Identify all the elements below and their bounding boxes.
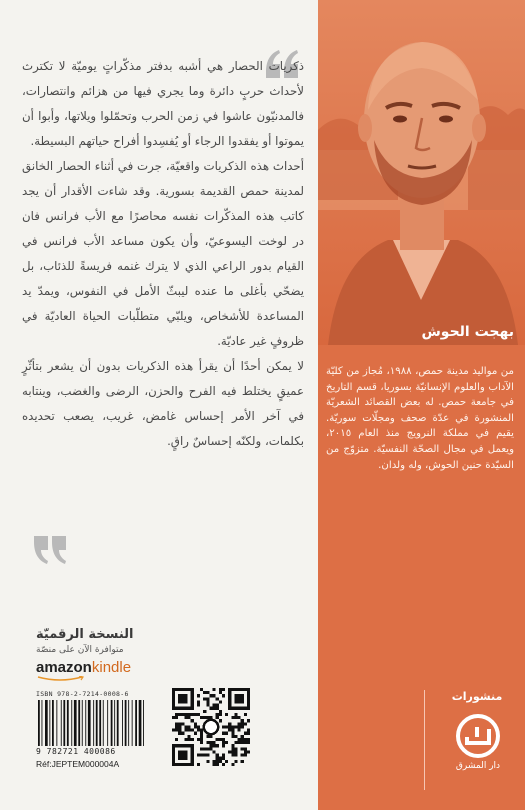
excerpt-paragraph-3: لا يمكن أحدًا أن يقرأ هذه الذكريات بدون أن يشعر بتأثّرٍ عميقٍ يختلط فيه الفرح والحزن، الرضى والغضب، وينتابه في آخر الأمر إحساس غامض، غريب، يصعب تحديده بكلمات، ولكنّه إحساسٌ راقٍ. <box>22 359 304 448</box>
author-portrait-illustration <box>318 0 525 345</box>
excerpt-paragraph-2: أحداث هذه الذكريات واقعيّة، جرت في أثناء الحصار الخانق لمدينة حمص القديمة بسورية. وقد شاءت الأقدار أن يجد كاتب هذه المذكّرات نفسه محاصرًا مع الأب فرانس فان در لوخت اليسوعيّ، وأن يكون مساعد الأب فرانس في القيام بدور الراعي الذي لا يترك غنمه فريسةً للذئاب، بل يضحّي بأغلى ما عنده ليبثّ الأمل في النفوس، ويمدّ يد المساعدة للأشخاص، ويلبّي متطلّبات الحياة العاديّة في ظروفٍ غير عاديّة. <box>22 159 304 348</box>
publisher-label: منشورات <box>451 690 503 703</box>
amazon-kindle-logo <box>36 659 146 676</box>
publisher-logo <box>455 713 501 759</box>
amazon-smile-icon <box>36 676 96 682</box>
qr-code[interactable] <box>172 688 250 766</box>
kindle-word: kindle <box>91 659 132 676</box>
reference-code: Réf:JEPTEM000004A <box>36 759 120 769</box>
isbn-label: ISBN 978-2-7214-0008-6 <box>36 690 129 698</box>
author-bio: من مواليد مدينة حمص، ١٩٨٨، مُجاز من كليّة الآداب والعلوم الإنسانيّة بسوريا، قسم التاريخ في جامعة حمص. له بعض القصائد الشعريّة المنشورة في عدّة صحف ومجلّات سوريّة. يقيم في مملكة النرويج منذ العام ٢٠١٥، ويعمل في مجال الصحّة النفسيّة. متزوّج من السيّدة حنين الحوش، وله ولدان. <box>326 366 515 471</box>
back-cover-excerpt <box>22 54 304 454</box>
digital-edition-title: النسخة الرقميّة <box>36 627 134 642</box>
quote-close-icon <box>30 530 70 570</box>
publisher-name: دار المشرق <box>455 761 501 771</box>
isbn-barcode-block <box>36 690 160 769</box>
digital-edition-block <box>36 627 146 682</box>
author-name: بهجت الحوش <box>421 324 514 340</box>
barcode-number: 9 782721 400086 <box>36 747 116 756</box>
barcode <box>36 700 160 746</box>
digital-edition-subtitle: متوافرة الآن على منصّة <box>36 645 124 655</box>
amazon-word: amazon <box>36 659 92 676</box>
footer-divider <box>424 690 425 790</box>
author-photo <box>318 0 525 345</box>
excerpt-paragraph-1: ذكريات الحصار هي أشبه بدفتر مذكّراتٍ يوميّة لا تكترث لأحداث حربٍ دائرة وما يجري فيها من هزائم وانتصارات، فالمدنيّون عاشوا في زمن الحرب وتحمّلوا ويلاتها، وأبوا أن يموتوا أو يفقدوا الرجاء أو يُفسِدوا أفراح حياتهم البسيطة. <box>22 59 304 148</box>
